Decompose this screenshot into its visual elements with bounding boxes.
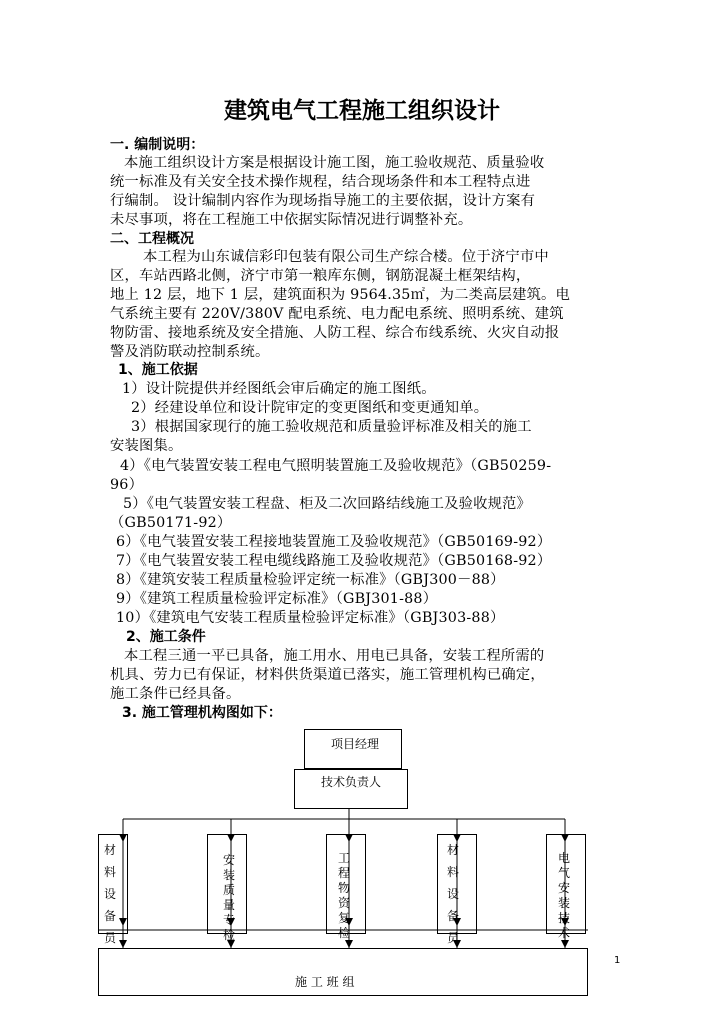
org-box-technical-lead: [294, 769, 408, 809]
org-label: 项目经理: [331, 737, 380, 751]
paragraph-line: 统一标准及有关安全技术操作规程，结合现场条件和本工程特点进: [110, 174, 531, 190]
list-item: 安装图集。: [110, 438, 183, 454]
section-heading-basis: 1、施工依据: [118, 362, 198, 378]
list-item: （GB50171-92）: [110, 515, 232, 531]
org-label: 电气安装技术: [557, 851, 570, 940]
list-item: 4）《电气装置安装工程电气照明装置施工及验收规范》（GB50259-: [120, 458, 552, 474]
org-box-branch: [546, 834, 586, 940]
org-box-branch: [207, 834, 247, 942]
paragraph-line: 气系统主要有 220V/380V 配电系统、电力配电系统、照明系统、建筑: [110, 306, 564, 322]
section-heading-org-chart: 3. 施工管理机构图如下：: [122, 705, 282, 721]
paragraph-line: 机具、劳力已有保证，材料供货渠道已落实，施工管理机构已确定，: [110, 667, 545, 683]
org-label: 材料设备员: [446, 843, 459, 945]
org-label: 工程物资复检: [337, 851, 350, 940]
org-label: 技术负责人: [321, 775, 382, 789]
list-item: 2）经建设单位和设计院审定的变更图纸和变更通知单。: [131, 400, 489, 416]
section-heading-compile-notes: 一. 编制说明：: [110, 137, 205, 153]
list-item: 5）《电气装置安装工程盘、柜及二次回路结线施工及验收规范》: [123, 496, 532, 512]
list-item: 8）《建筑安装工程质量检验评定统一标准》（GBJ300－88）: [116, 572, 505, 588]
list-item: 9）《建筑工程质量检验评定标准》（GBJ301-88）: [116, 591, 438, 607]
org-label: 材料设备员: [103, 843, 116, 945]
paragraph-line: 施工条件已经具备。: [110, 686, 241, 702]
section-heading-conditions: 2、施工条件: [126, 629, 206, 645]
org-label: 施 工 班 组: [295, 975, 355, 989]
page-number: 1: [614, 955, 621, 966]
list-item: 6）《电气装置安装工程接地装置施工及验收规范》（GB50169-92）: [116, 534, 552, 550]
org-box-project-manager: [304, 729, 402, 769]
paragraph-line: 行编制。 设计编制内容作为现场指导施工的主要依据，设计方案有: [110, 193, 536, 209]
list-item: 7）《电气装置安装工程电缆线路施工及验收规范》（GB50168-92）: [116, 553, 552, 569]
org-box-branch: [98, 834, 128, 945]
org-box-branch: [437, 834, 477, 945]
paragraph-line: 地上 12 层，地下 1 层，建筑面积为 9564.35㎡，为二类高层建筑。电: [110, 287, 571, 303]
section-heading-overview: 二、工程概况: [110, 231, 194, 247]
page-title: 建筑电气工程施工组织设计: [224, 98, 500, 124]
list-item: 96）: [110, 477, 144, 493]
paragraph-line: 本工程三通一平已具备，施工用水、用电已具备，安装工程所需的: [124, 648, 545, 664]
paragraph-line: 本施工组织设计方案是根据设计施工图，施工验收规范、质量验收: [124, 155, 545, 171]
org-box-branch: [326, 834, 366, 940]
org-label: 安装质量专检: [222, 853, 235, 942]
paragraph-line: 本工程为山东诚信彩印包装有限公司生产综合楼。位于济宁市中: [143, 249, 549, 265]
list-item: 3）根据国家现行的施工验收规范和质量验评标准及相关的施工: [131, 419, 532, 435]
paragraph-line: 警及消防联动控制系统。: [110, 344, 270, 360]
paragraph-line: 物防雷、接地系统及安全措施、人防工程、综合布线系统、火灾自动报: [110, 325, 560, 341]
list-item: 10）《建筑电气安装工程质量检验评定标准》（GBJ303-88）: [116, 610, 505, 626]
paragraph-line: 区，车站西路北侧，济宁市第一粮库东侧，钢筋混凝土框架结构，: [110, 268, 531, 284]
list-item: 1）设计院提供并经图纸会审后确定的施工图纸。: [122, 381, 436, 397]
org-box-construction-team: [98, 948, 588, 996]
paragraph-line: 未尽事项，将在工程施工中依据实际情况进行调整补充。: [110, 212, 473, 228]
